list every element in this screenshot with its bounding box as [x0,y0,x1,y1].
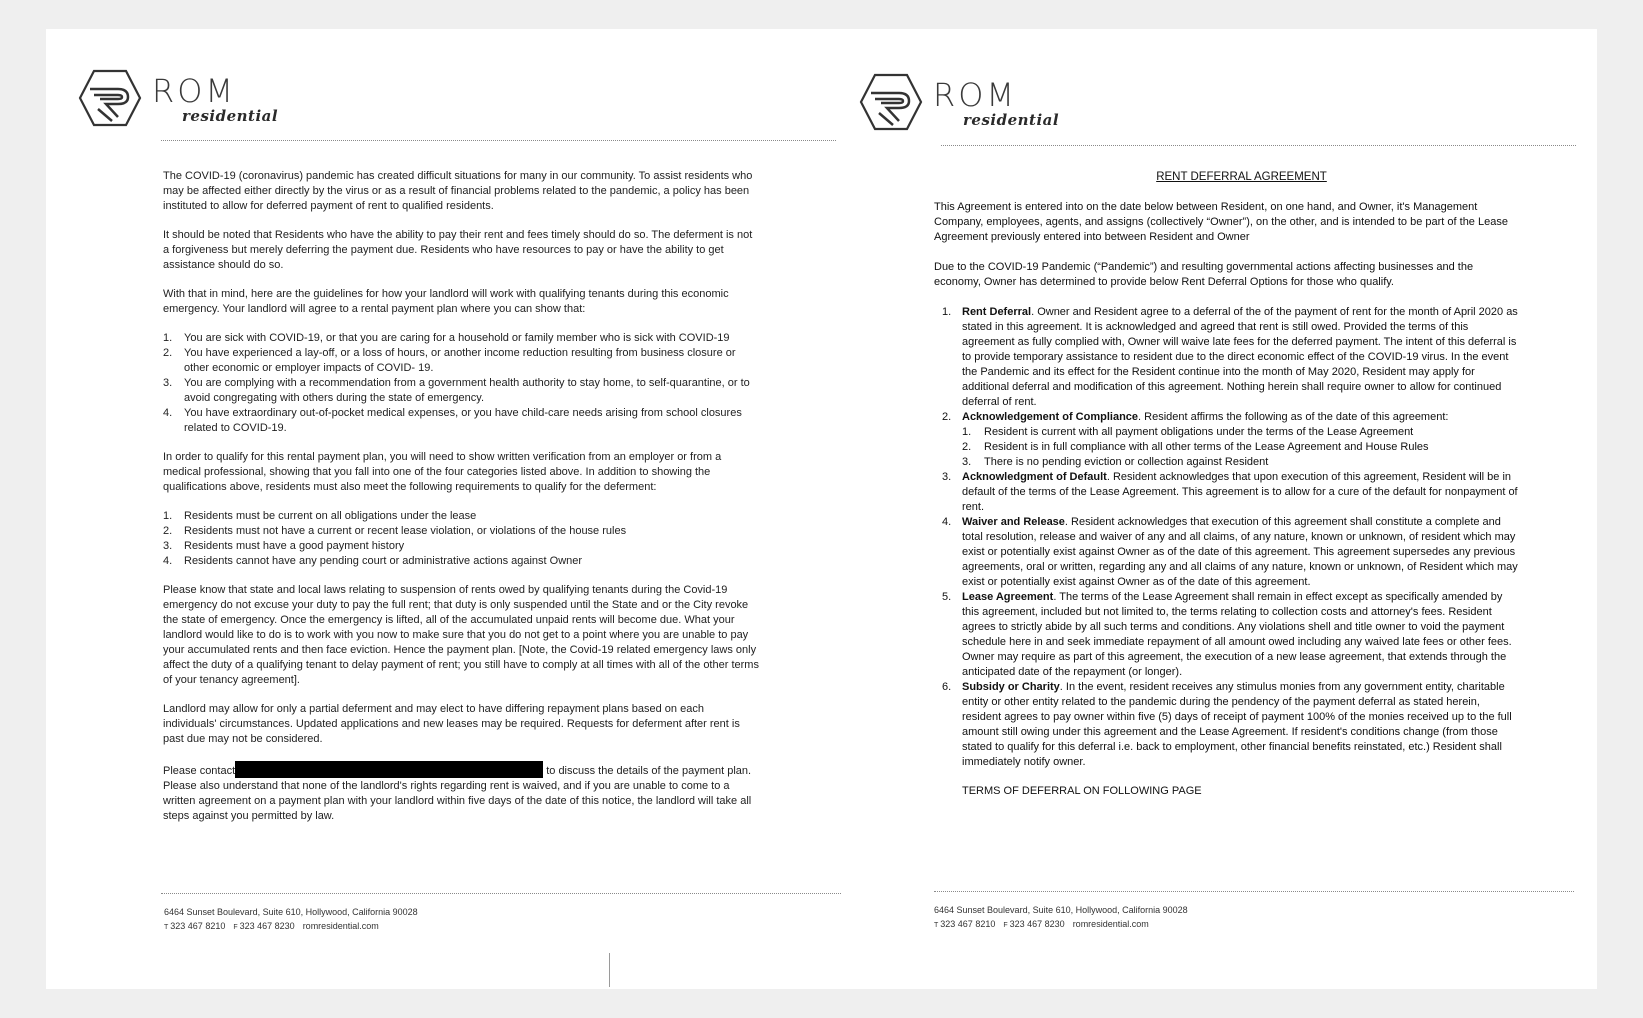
clause-rent-deferral: 1. Rent Deferral. Owner and Resident agree to a deferral of the of the payment of rent for the month of April 2020 as stated in this agreement. It is acknowledged and agreed that rent is still owed. Provided the terms of this agreement as fully complied with, Owner will waive late fees for the deferred payment. The intent of this deferral is to provide temporary assistance to resident due to the direct economic effect of the COVID-19 virus. In the event the Pandemic and its effect for the Resident continue into the month of May 2020, Resident may apply for additional deferral and modification of this agreement. Nothing herein shall require owner to allow for continued deferral of rent. [942,306,1518,408]
list-item: 4. Residents cannot have any pending court or administrative actions against Owner [163,555,583,567]
footer-divider [934,891,1574,892]
paragraph: The COVID-19 (coronavirus) pandemic has created difficult situations for many in our community. To assist residents who may be affected either directly by the virus or as a result of financial problems related to the pandemic, a policy has been instituted to allow for deferred payment of rent to qualified residents. [163,170,753,212]
right-page [821,29,1597,989]
footer-fax: 323 467 8230 [239,921,295,931]
footer-address: 6464 Sunset Boulevard, Suite 610, Hollywood, California 90028 [934,905,1188,915]
logo-wordmark: ROM [152,72,237,110]
logo-subtitle: residential [182,107,279,125]
list-item: 3. You are complying with a recommendation from a government health authority to stay home, to self-quarantine, or to avoid congregating with others during the state of emergency. [163,377,750,404]
list-item: 2. Residents must not have a current or recent lease violation, or violations of the house rules [163,525,627,537]
clause-acknowledgement-of-compliance: 2. Acknowledgement of Compliance. Resident affirms the following as of the date of this agreement: 1. Resident is current with all payment obligations under the terms of the Lease Agreement 2. Resident is in full compliance with all other terms of the Lease Agreement and House Rules 3. There is no pending eviction or collection against Resident [934,410,1519,470]
agreement-title: RENT DEFERRAL AGREEMENT [1156,171,1327,183]
scan-artifact [609,953,610,987]
clause-lease-agreement: 5. Lease Agreement. The terms of the Lease Agreement shall remain in effect except as specifically amended by this agreement, included but not limited to, the terms relating to collection costs and attorney's fees. Resident agrees to strictly abide by all such terms and conditions. Any violations shell and title owner to void the payment schedule here in and seek immediate repayment of all amount owed including any waived late fees or other fees. Owner may require as part of this agreement, the execution of a new lease agreement, that extends through the anticipated date of the repayment (or longer). [942,591,1512,678]
list-item: 4. You have extraordinary out-of-pocket medical expenses, or you have child-care needs arising from school closures related to COVID-19. [163,407,742,434]
footer-contact-line: T 323 467 8210 F 323 467 8230 romresidential.com [164,921,379,931]
paragraph: With that in mind, here are the guidelines for how your landlord will work with qualifying tenants during this economic emergency. Your landlord will agree to a rental payment plan where you can show that: [163,288,729,315]
footer-divider [161,893,841,894]
footer-phone: 323 467 8210 [940,919,996,929]
list-item: 3. Residents must have a good payment history [163,540,405,552]
rom-logo-icon [859,73,923,131]
agreement-clauses [934,305,1519,770]
list-item: 1. Residents must be current on all obligations under the lease [163,510,477,522]
list-item: 1. Resident is current with all payment obligations under the terms of the Lease Agreement [962,426,1414,438]
qualifying-conditions-list [163,331,759,436]
footer-website: romresidential.com [302,921,379,931]
requirements-list [163,509,759,569]
document-sheet [46,29,1597,989]
list-item: 1. You are sick with COVID-19, or that you are caring for a household or family member who is sick with COVID-19 [163,332,730,344]
footer-contact-line: T 323 467 8210 F 323 467 8230 romresidential.com [934,919,1149,929]
header-divider [941,145,1576,146]
terms-of-deferral-note: TERMS OF DEFERRAL ON FOLLOWING PAGE [962,785,1202,797]
company-footer [934,903,1188,933]
paragraph: Landlord may allow for only a partial deferment and may elect to have differing repayment plans based on each individuals' circumstances. Updated applications and new leases may be required. Requests for deferment after rent is past due may not be considered. [163,703,740,745]
paragraph: This Agreement is entered into on the date below between Resident, on one hand, and Owner, it's Management Company, employees, agents, and assigns (collectively “Owner”), on the other, and is intended to be part of the Lease Agreement previously entered into between Resident and Owner [934,201,1508,243]
company-footer [164,905,418,935]
agreement-body [934,170,1519,799]
clause-subsidy-or-charity: 6. Subsidy or Charity. In the event, resident receives any stimulus monies from any government entity, charitable entity or other entity related to the pandemic during the pendency of the payment deferral as stated herein, resident agrees to pay owner within five (5) days of receipt of payment 100% of the monies received up to the full amount still owing under this agreement and the Lease Agreement. If resident's conditions change (from those stated to qualify for this deferral i.e. back to employment, other financial benefits reinstated, etc.) Resident shall immediately notify owner. [942,681,1512,768]
clause-acknowledgment-of-default: 3. Acknowledgment of Default. Resident acknowledges that upon execution of this agreement, Resident will be in default of the terms of the Lease Agreement. This agreement is to allow for a cure of the default for nonpayment of rent. [942,471,1518,513]
list-item: 3. There is no pending eviction or collection against Resident [962,456,1269,468]
logo-subtitle: residential [963,111,1060,129]
left-page [46,29,821,989]
company-logo [78,69,282,127]
compliance-sublist [962,425,1519,470]
footer-phone: 323 467 8210 [170,921,226,931]
footer-fax: 323 467 8230 [1009,919,1065,929]
contact-paragraph: Please contact to discuss the details of the payment plan. Please also understand that none of the landlord's rights regarding rent is waived, and if you are unable to come to a written agreement on a payment plan with your landlord within five days of the date of this notice, the landlord will take all steps against you permitted by law. [163,761,759,824]
paragraph: It should be noted that Residents who have the ability to pay their rent and fees timely should do so. The deferment is not a forgiveness but merely deferring the payment due. Residents who have resources to pay or have the ability to get assistance should do so. [163,229,753,271]
footer-address: 6464 Sunset Boulevard, Suite 610, Hollywood, California 90028 [164,907,418,917]
paragraph: Due to the COVID-19 Pandemic (“Pandemic”) and resulting governmental actions affecting businesses and the economy, Owner has determined to provide below Rent Deferral Options for those who qualify. [934,261,1474,288]
left-letter-body [163,169,759,838]
list-item: 2. Resident is in full compliance with all other terms of the Lease Agreement and House Rules [962,441,1429,453]
list-item: 2. You have experienced a lay-off, or a loss of hours, or another income reduction resulting from business closure or other economic or employer impacts of COVID- 19. [163,347,736,374]
redacted-contact [235,761,543,778]
header-divider [161,140,836,141]
paragraph: In order to qualify for this rental payment plan, you will need to show written verification from an employer or from a medical professional, showing that you fall into one of the four categories listed above. In addition to showing the qualifications above, residents must also meet the following requirements to qualify for the deferment: [163,451,722,493]
paragraph: Please know that state and local laws relating to suspension of rents owed by qualifying tenants during the Covid-19 emergency do not excuse your duty to pay the full rent; that duty is only suspended until the State and or the City revoke the state of emergency. Once the emergency is lifted, all of the accumulated unpaid rents will become due. What your landlord would like to do is to work with you now to make sure that you do not get to a point where you are unable to pay your accumulated rents and then face eviction. Hence the payment plan. [Note, the Covid-19 related emergency laws only affect the duty of a qualifying tenant to delay payment of rent; you still have to comply at all times with all of the other terms of your tenancy agreement]. [163,584,759,686]
company-logo [859,73,1063,131]
footer-website: romresidential.com [1072,919,1149,929]
rom-logo-icon [78,69,142,127]
logo-wordmark: ROM [933,76,1018,114]
clause-waiver-and-release: 4. Waiver and Release. Resident acknowledges that execution of this agreement shall constitute a complete and total resolution, release and waiver of any and all claims, of any nature, known or unknown, of resident which may exist or potentially exist against Owner as of the date of this agreement. This agreement supersedes any previous agreements, oral or written, regarding any and all claims of any nature, known or unknown, of Resident which may exist or potentially exist against Owner as of the date of this agreement. [942,516,1518,588]
